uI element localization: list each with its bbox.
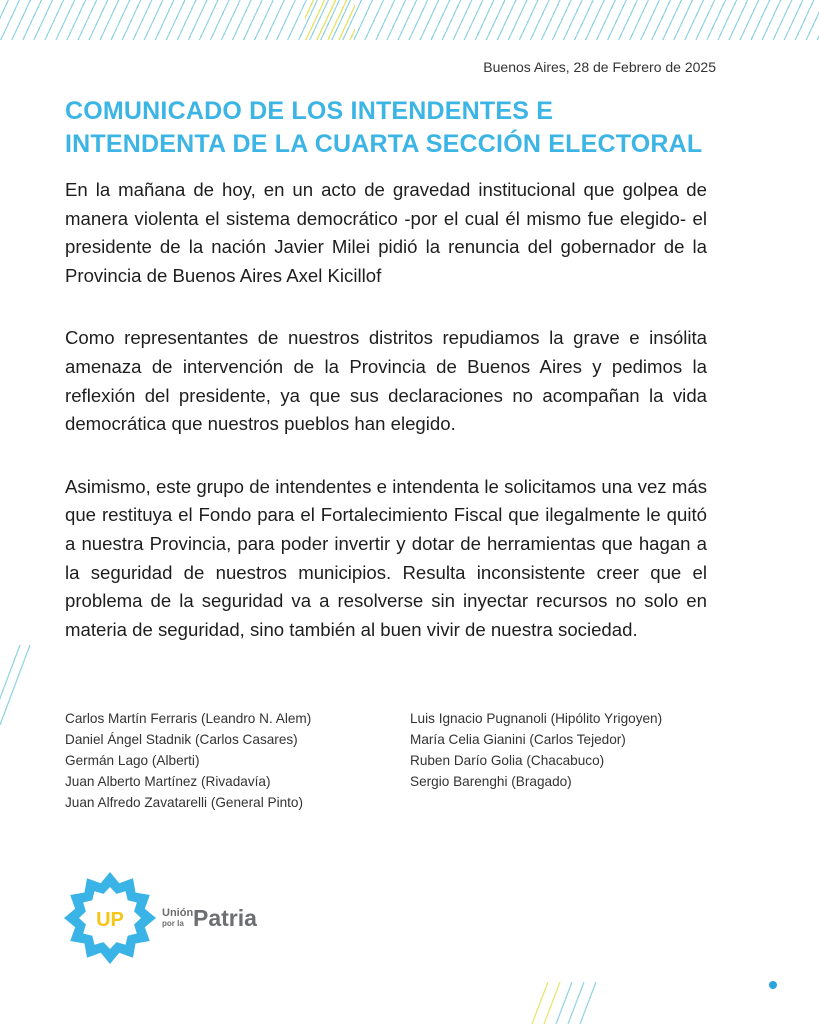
signatory: María Celia Gianini (Carlos Tejedor)	[410, 732, 626, 747]
decorative-hatch-yellow	[305, 0, 355, 40]
signatory: Juan Alfredo Zavatarelli (General Pinto)	[65, 795, 304, 810]
signatories-column-1	[65, 708, 311, 813]
title-line: INTENDENTA DE LA CUARTA SECCIÓN ELECTORAL	[65, 130, 703, 158]
signatory: Daniel Ángel Stadnik (Carlos Casares)	[65, 732, 298, 747]
signatories-column-2	[410, 708, 662, 792]
page-title	[65, 95, 745, 161]
decorative-hatch-bottom	[530, 980, 610, 1024]
decorative-dot	[769, 981, 777, 989]
signatory: Sergio Barenghi (Bragado)	[410, 774, 572, 789]
date-line: Buenos Aires, 28 de Febrero de 2025	[483, 59, 716, 75]
paragraph: Como representantes de nuestros distritos repudiamos la grave e insólita amenaza de intervención de la Provincia de Buenos Aires y pedimos la reflexión del presidente, ya que sus declaraciones no acompañan la vida democrática que nuestros pueblos han elegido.	[65, 327, 707, 435]
signatory: Carlos Martín Ferraris (Leandro N. Alem)	[65, 711, 312, 726]
paragraph: En la mañana de hoy, en un acto de gravedad institucional que golpea de manera violenta el sistema democrático -por el cual él mismo fue elegido- el presidente de la nación Javier Milei pidió la renuncia del gobernador de la Provincia de Buenos Aires Axel Kicillof	[65, 179, 707, 286]
logo-line2: por la	[162, 919, 184, 928]
logo-word: Patria	[193, 905, 257, 931]
logo-mark: UP	[96, 909, 124, 931]
signatory: Juan Alberto Martínez (Rivadavía)	[65, 774, 271, 789]
statement-body	[65, 176, 707, 678]
signatory: Luis Ignacio Pugnanoli (Hipólito Yrigoyen)	[410, 711, 663, 726]
paragraph: Asimismo, este grupo de intendentes e intendenta le solicitamos una vez más que restituya el Fondo para el Fortalecimiento Fiscal que ilegalmente le quitó a nuestra Provincia, para poder invertir y dotar de herramientas que hagan a la seguridad de nuestros municipios. Resulta inconsistente creer que el problema de la seguridad va a resolverse sin inyectar recursos no solo en materia de seguridad, sino también al buen vivir de nuestra sociedad.	[65, 475, 707, 640]
title-line: COMUNICADO DE LOS INTENDENTES E	[65, 97, 554, 125]
logo-line1: Unión	[162, 907, 194, 919]
signatory: Ruben Darío Golia (Chacabuco)	[410, 753, 605, 768]
union-por-la-patria-logo	[62, 870, 302, 965]
signatory: Germán Lago (Alberti)	[65, 753, 200, 768]
decorative-hatch-left	[0, 640, 40, 730]
decorative-hatch-top	[0, 0, 819, 40]
